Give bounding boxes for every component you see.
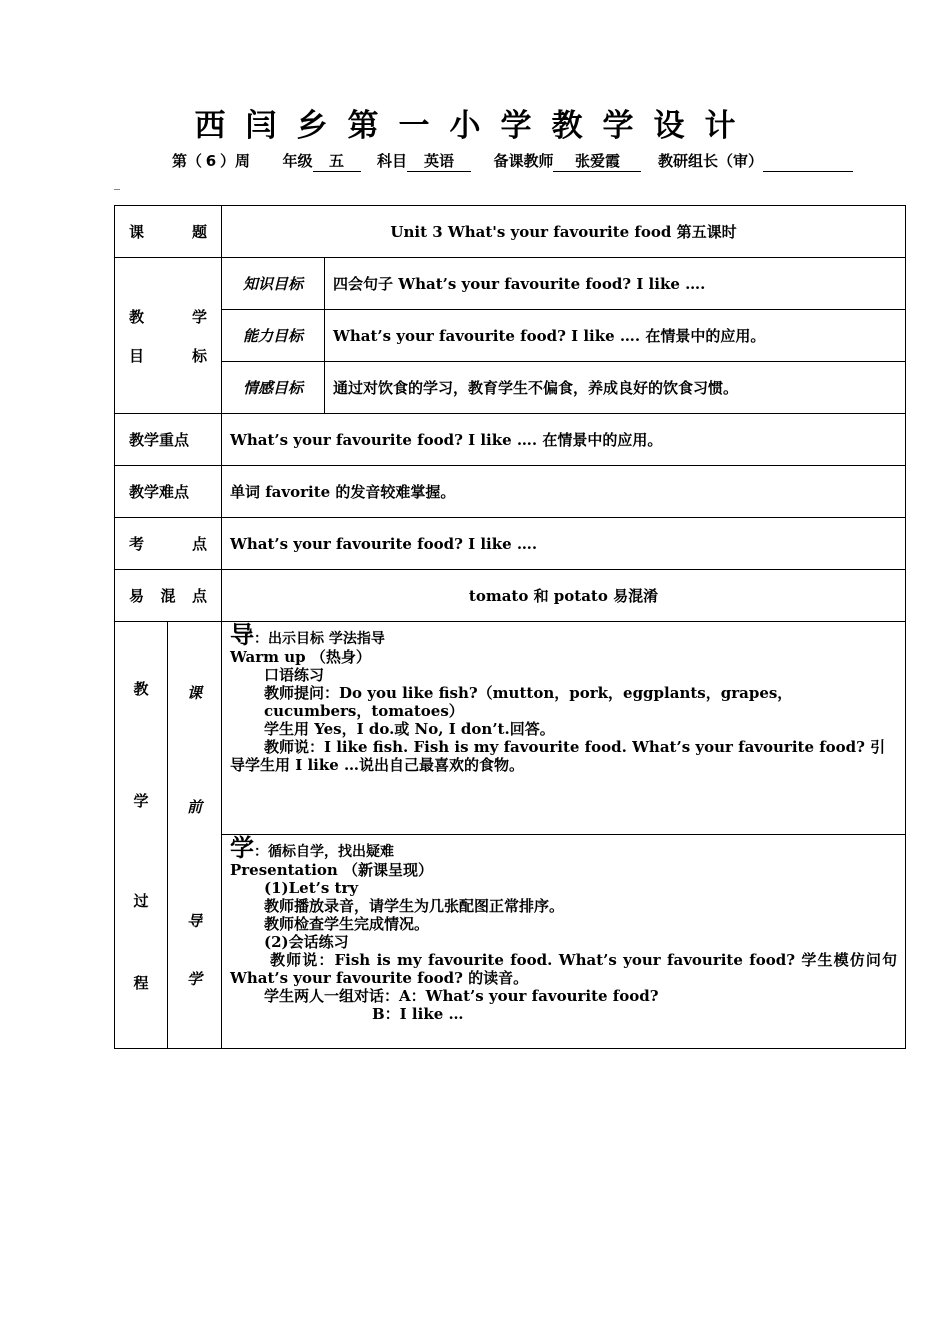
difficulty-row: [115, 466, 906, 518]
exam-row: [115, 518, 906, 570]
teacher-label: 备课教师: [493, 152, 554, 170]
confusion-row: [115, 570, 906, 622]
confusion-value: tomato 和 potato 易混淆: [222, 570, 906, 622]
knowledge-goal-text: 四会句子 What’s your favourite food? I like ….: [325, 258, 906, 310]
process-outer-label: 教 学 过 程: [115, 622, 168, 1049]
guide-line-5: 教师说：I like fish. Fish is my favourite food. What’s your favourite food? 引导学生用 I like …说出自己最喜欢的食物。: [230, 738, 886, 774]
study-line-1: Presentation （新课呈现）: [230, 861, 434, 879]
key-point-label: 教学重点: [115, 414, 222, 466]
stray-dash: _: [114, 176, 120, 190]
topic-row: [115, 206, 906, 258]
exam-label: 考 点: [115, 518, 222, 570]
week-label-post: ）周: [220, 152, 251, 170]
teacher-value: 张爱霞: [553, 150, 641, 172]
week-value: 6: [205, 152, 217, 170]
subject-value: 英语: [407, 150, 471, 172]
week-label-pre: 第（: [172, 152, 203, 170]
reviewer-label: 教研组长（审）: [657, 152, 763, 170]
guide-line-4: 学生用 Yes，I do.或 No, I don’t.回答。: [264, 720, 555, 738]
study-line-8: B：I like …: [372, 1005, 464, 1023]
guide-line-3: 教师提问：Do you like fish?（mutton，pork，eggplants，grapes，cucumbers，tomatoes）: [264, 684, 793, 720]
study-line-5: (2)会话练习: [264, 933, 349, 951]
difficulty-label: 教学难点: [115, 466, 222, 518]
guide-line-2: 口语练习: [264, 666, 325, 684]
guide-line-1: Warm up （热身）: [230, 648, 371, 666]
study-line-4: 教师检查学生完成情况。: [264, 915, 430, 933]
key-point-value: What’s your favourite food? I like …. 在情景中的应用。: [222, 414, 906, 466]
goals-label: 教 学 目 标: [115, 258, 222, 414]
lesson-table: [114, 205, 906, 1049]
process-row-study: [115, 835, 906, 1049]
grade-value: 五: [313, 150, 361, 172]
reviewer-value: [763, 155, 853, 172]
guide-heading: 导：出示目标 学法指导: [230, 621, 385, 649]
subject-label: 科目: [376, 152, 407, 170]
emotion-goal-label: 情感目标: [222, 362, 325, 414]
ability-goal-label: 能力目标: [222, 310, 325, 362]
study-line-3: 教师播放录音，请学生为几张配图正常排序。: [264, 897, 565, 915]
study-line-2: (1)Let’s try: [264, 879, 359, 897]
confusion-label: 易 混 点: [115, 570, 222, 622]
knowledge-goal-label: 知识目标: [222, 258, 325, 310]
study-section: [222, 835, 906, 1049]
ability-goal-text: What’s your favourite food? I like …. 在情景中的应用。: [325, 310, 906, 362]
topic-label: 课 题: [115, 206, 222, 258]
goal-row-knowledge: [115, 258, 906, 310]
study-line-7: 学生两人一组对话：A：What’s your favourite food?: [264, 987, 659, 1005]
study-line-6: 教师说：Fish is my favourite food. What’s your favourite food? 学生模仿问句 What’s your favourite food? 的读音。: [230, 951, 897, 987]
process-row-guide: [115, 622, 906, 835]
process-inner-label: 课 前 导 学: [168, 622, 222, 1049]
document-title: 西闫乡第一小学教学设计: [194, 108, 756, 144]
goal-row-ability: [115, 310, 906, 362]
grade-label: 年级: [282, 152, 313, 170]
key-point-row: [115, 414, 906, 466]
guide-section: [222, 622, 906, 835]
exam-value: What’s your favourite food? I like ….: [222, 518, 906, 570]
topic-value: Unit 3 What's your favourite food 第五课时: [222, 206, 906, 258]
emotion-goal-text: 通过对饮食的学习，教育学生不偏食，养成良好的饮食习惯。: [325, 362, 906, 414]
difficulty-value: 单词 favorite 的发音较难掌握。: [222, 466, 906, 518]
meta-line: [172, 150, 853, 172]
study-heading: 学：循标自学，找出疑难: [230, 834, 394, 862]
goal-row-emotion: [115, 362, 906, 414]
